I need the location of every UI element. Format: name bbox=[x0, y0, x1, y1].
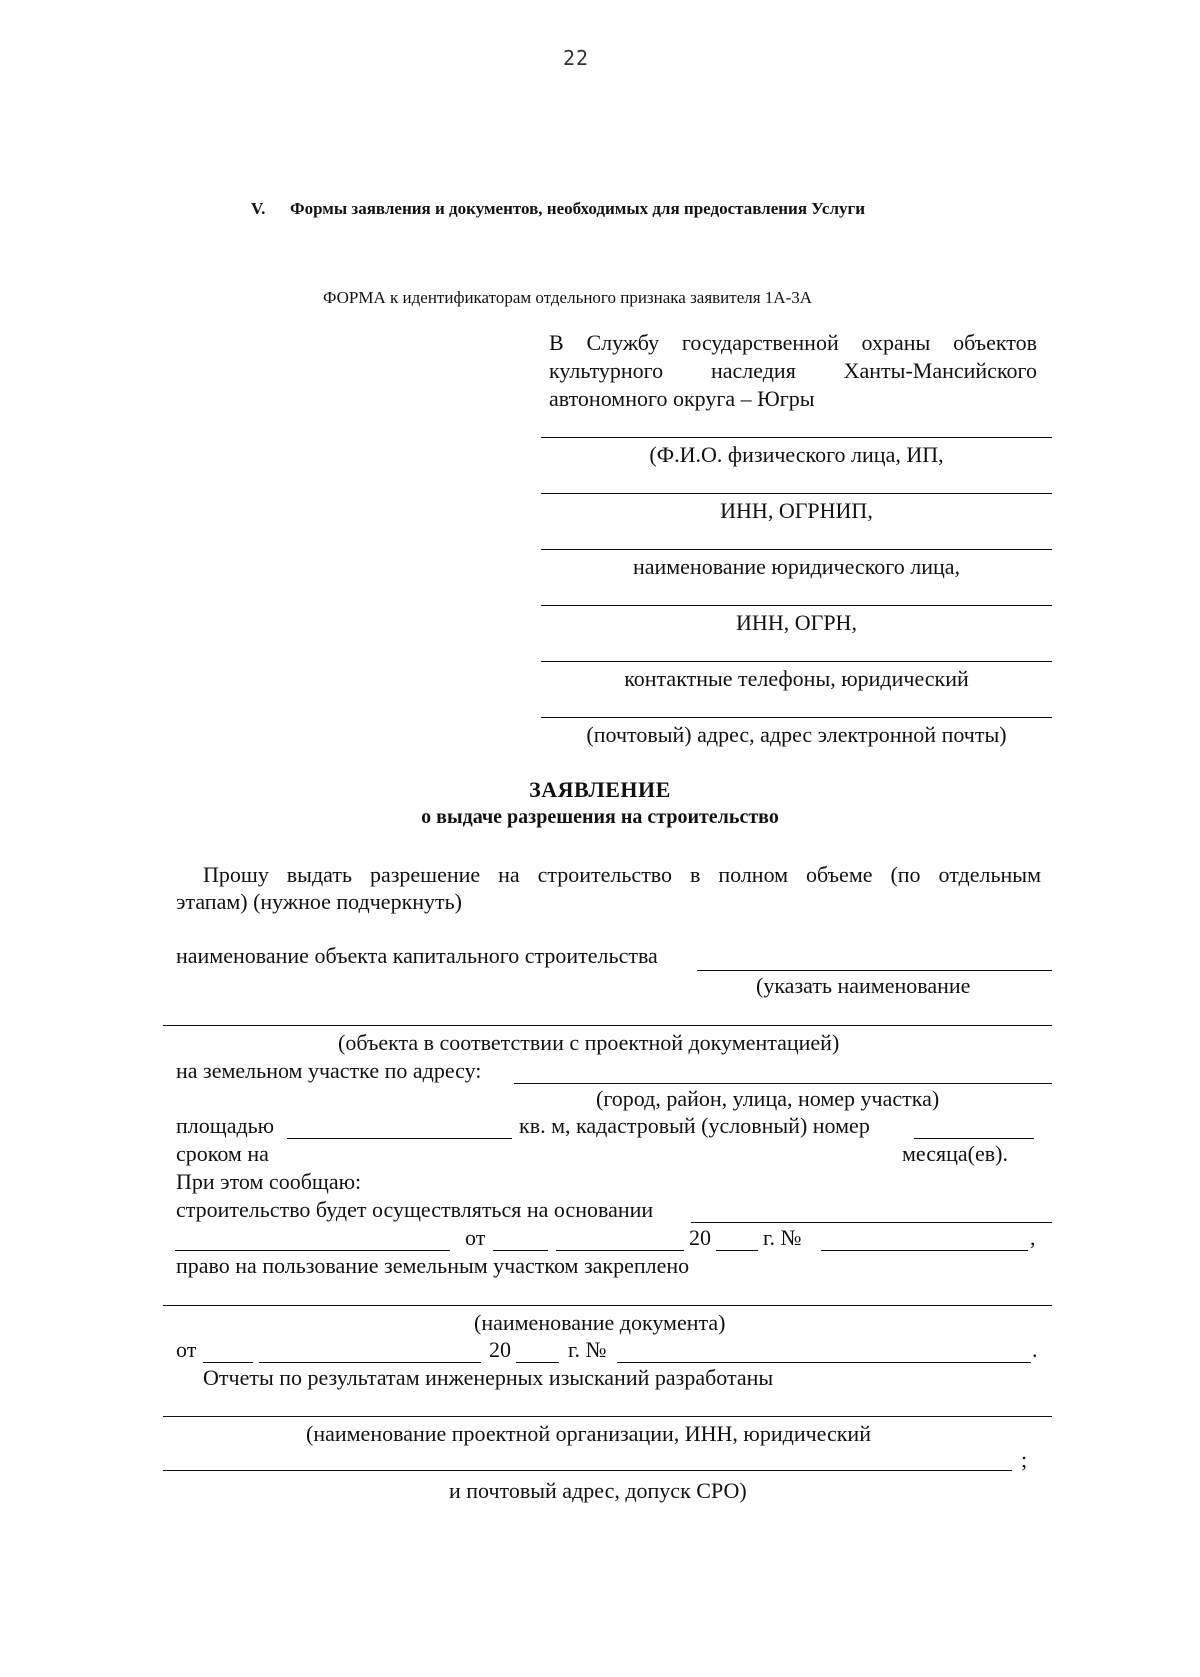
year-suffix-2: г. № bbox=[568, 1337, 607, 1362]
applicant-caption-3: наименование юридического лица, bbox=[632, 554, 961, 579]
year-line-2[interactable] bbox=[516, 1362, 559, 1363]
addressee-line-2: культурного наследия Ханты-Мансийского bbox=[549, 358, 1037, 383]
year-prefix-2: 20 bbox=[489, 1337, 511, 1362]
applicant-caption-6: (почтовый) адрес, адрес электронной почты) bbox=[586, 722, 1007, 747]
section-number: V. bbox=[251, 199, 266, 218]
applicant-line-1[interactable] bbox=[541, 437, 1052, 438]
object-name-hint-2: (объекта в соответствии с проектной документацией) bbox=[338, 1030, 840, 1055]
applicant-caption-2: ИНН, ОГРНИП, bbox=[720, 498, 873, 523]
document-title: ЗАЯВЛЕНИЕ bbox=[529, 777, 671, 802]
from-label-2: от bbox=[176, 1337, 197, 1362]
org-line[interactable] bbox=[163, 1470, 1012, 1471]
object-name-label: наименование объекта капитального строительства bbox=[176, 943, 658, 968]
addressee-line-1: В Службу государственной охраны объектов bbox=[549, 330, 1037, 355]
applicant-caption-1: (Ф.И.О. физического лица, ИП, bbox=[649, 442, 944, 467]
year-prefix: 20 bbox=[689, 1225, 711, 1250]
applicant-line-6[interactable] bbox=[541, 717, 1052, 718]
land-address-line[interactable] bbox=[514, 1083, 1052, 1084]
applicant-caption-4: ИНН, ОГРН, bbox=[736, 610, 857, 635]
number-line[interactable] bbox=[821, 1250, 1028, 1251]
day-line[interactable] bbox=[493, 1250, 548, 1251]
term-unit: месяца(ев). bbox=[902, 1141, 1008, 1166]
applicant-line-5[interactable] bbox=[541, 661, 1052, 662]
basis-doc-line[interactable] bbox=[175, 1250, 450, 1251]
basis-label: строительство будет осуществляться на основании bbox=[176, 1197, 654, 1222]
applicant-line-3[interactable] bbox=[541, 549, 1052, 550]
from-label: от bbox=[465, 1225, 486, 1250]
request-line-2: этапам) (нужное подчеркнуть) bbox=[176, 889, 462, 914]
cadastral-number-line[interactable] bbox=[914, 1138, 1034, 1139]
period: . bbox=[1032, 1337, 1038, 1362]
object-name-hint-1: (указать наименование bbox=[756, 973, 971, 998]
area-label: площадью bbox=[176, 1113, 275, 1138]
basis-line[interactable] bbox=[691, 1222, 1052, 1223]
addressee-line-3: автономного округа – Югры bbox=[549, 386, 815, 411]
section-title: Формы заявления и документов, необходимых для предоставления Услуги bbox=[290, 199, 866, 218]
document-subtitle: о выдаче разрешения на строительство bbox=[421, 806, 779, 828]
month-line[interactable] bbox=[556, 1250, 684, 1251]
org-hint-2: и почтовый адрес, допуск СРО) bbox=[449, 1478, 747, 1503]
request-line-1: Прошу выдать разрешение на строительство в полном объеме (по отдельным bbox=[203, 862, 1041, 887]
area-unit: кв. м, кадастровый (условный) номер bbox=[519, 1113, 870, 1138]
applicant-line-2[interactable] bbox=[541, 493, 1052, 494]
reports-label: Отчеты по результатам инженерных изысканий разработаны bbox=[203, 1365, 774, 1390]
land-right-line[interactable] bbox=[163, 1305, 1052, 1306]
doc-name-hint: (наименование документа) bbox=[474, 1310, 726, 1335]
page-number: 22 bbox=[563, 46, 590, 70]
object-name-line[interactable] bbox=[697, 970, 1052, 971]
day-line-2[interactable] bbox=[203, 1362, 253, 1363]
year-suffix: г. № bbox=[763, 1225, 802, 1250]
object-name-line-2[interactable] bbox=[163, 1025, 1052, 1026]
number-line-2[interactable] bbox=[617, 1362, 1031, 1363]
applicant-line-4[interactable] bbox=[541, 605, 1052, 606]
semicolon: ; bbox=[1021, 1447, 1028, 1472]
month-line-2[interactable] bbox=[259, 1362, 481, 1363]
land-address-hint: (город, район, улица, номер участка) bbox=[596, 1086, 940, 1111]
inform-label: При этом сообщаю: bbox=[176, 1169, 362, 1194]
org-hint-1: (наименование проектной организации, ИНН, юридический bbox=[306, 1421, 871, 1446]
year-line[interactable] bbox=[716, 1250, 758, 1251]
land-address-label: на земельном участке по адресу: bbox=[176, 1058, 482, 1083]
form-label: ФОРМА к идентификаторам отдельного признака заявителя 1А-3А bbox=[323, 288, 813, 307]
comma: , bbox=[1030, 1225, 1036, 1250]
area-line[interactable] bbox=[287, 1138, 512, 1139]
land-right-label: право на пользование земельным участком закреплено bbox=[176, 1253, 690, 1278]
reports-line[interactable] bbox=[163, 1416, 1052, 1417]
applicant-caption-5: контактные телефоны, юридический bbox=[624, 666, 969, 691]
term-label: сроком на bbox=[176, 1141, 269, 1166]
